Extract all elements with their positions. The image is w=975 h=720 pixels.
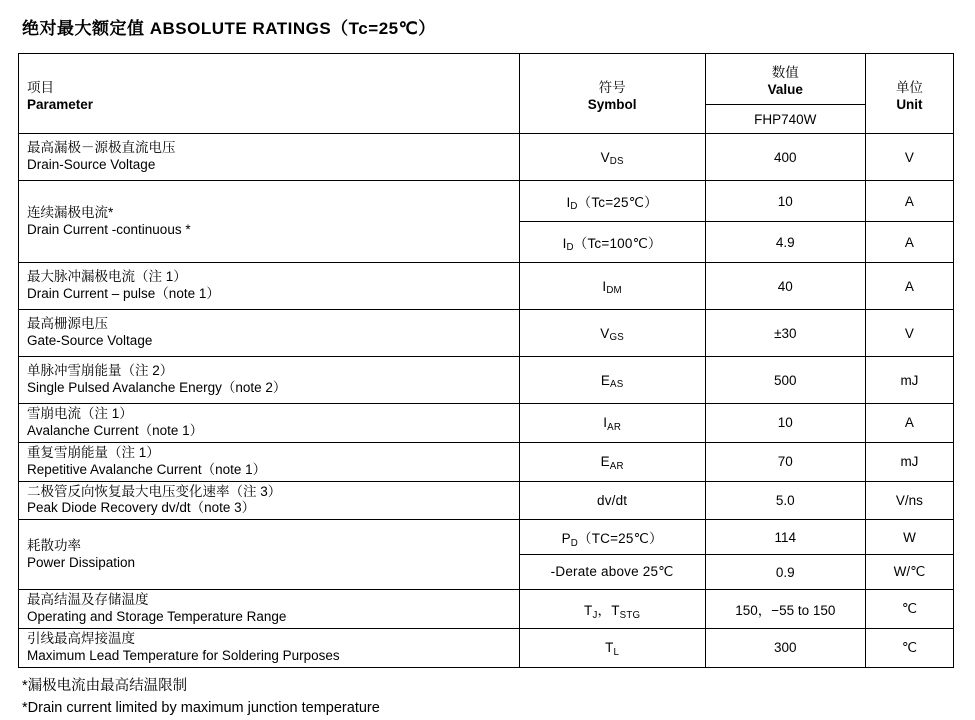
row-value: 4.9 <box>705 222 865 263</box>
row-symbol: $P_D(TC=25℃)$ <box>519 520 705 555</box>
header-value <box>705 54 865 105</box>
row-symbol: dv/dt <box>519 481 705 520</box>
row-value: 500 <box>705 357 865 404</box>
row-symbol: $I_{DM}$ <box>519 263 705 310</box>
table-row <box>19 404 954 443</box>
table-row <box>19 590 954 629</box>
header-parameter-cn: 项目 <box>27 79 54 95</box>
row-parameter <box>19 134 520 181</box>
row-parameter <box>19 181 520 263</box>
row-parameter-cn: 雪崩电流（注 1） <box>27 406 133 421</box>
row-parameter-en: Power Dissipation <box>27 554 136 570</box>
row-parameter-cn: 最高栅源电压 <box>27 316 108 332</box>
table-row <box>19 181 954 222</box>
row-value: 400 <box>705 134 865 181</box>
row-symbol: $V_{DS}$ <box>519 134 705 181</box>
row-value: 10 <box>705 181 865 222</box>
row-unit: V/ns <box>865 481 953 520</box>
header-parameter-en: Parameter <box>27 96 94 112</box>
header-symbol-cn: 符号 <box>598 79 626 95</box>
table-row <box>19 357 954 404</box>
row-parameter-en: Drain-Source Voltage <box>27 157 156 172</box>
row-symbol: $I_D(Tc=100℃)$ <box>519 222 705 263</box>
row-parameter-cn: 耗散功率 <box>27 537 81 553</box>
row-symbol: $T_L$ <box>519 629 705 668</box>
row-parameter-en: Drain Current -continuous * <box>27 221 191 237</box>
row-parameter-cn: 连续漏极电流* <box>27 204 114 220</box>
row-value: 40 <box>705 263 865 310</box>
row-symbol: $E_{AS}$ <box>519 357 705 404</box>
table-row <box>19 481 954 520</box>
row-unit: mJ <box>865 442 953 481</box>
header-value-en: Value <box>767 82 803 97</box>
row-parameter <box>19 263 520 310</box>
row-parameter <box>19 404 520 443</box>
row-parameter-en: Maximum Lead Temperature for Soldering Purposes <box>27 647 340 663</box>
row-parameter-cn: 单脉冲雪崩能量（注 2） <box>27 363 174 379</box>
row-parameter <box>19 481 520 520</box>
table-row <box>19 520 954 555</box>
row-parameter <box>19 629 520 668</box>
row-value: 5.0 <box>705 481 865 520</box>
absolute-ratings-table <box>18 53 954 668</box>
table-row <box>19 310 954 357</box>
row-unit: V <box>865 310 953 357</box>
row-parameter-cn: 引线最高焊接温度 <box>27 631 135 646</box>
header-unit <box>865 54 953 134</box>
footnote-cn: *漏极电流由最高结温限制 <box>22 677 188 694</box>
row-parameter-cn: 最大脉冲漏极电流（注 1） <box>27 269 187 285</box>
table-row <box>19 442 954 481</box>
header-parameter <box>19 54 520 134</box>
row-parameter-en: Repetitive Avalanche Current（note 1） <box>27 461 267 477</box>
row-unit: A <box>865 222 953 263</box>
row-unit: A <box>865 181 953 222</box>
footnotes <box>22 676 957 720</box>
row-symbol: -Derate above 25℃ <box>519 555 705 590</box>
row-parameter-cn: 最高漏极－源极直流电压 <box>27 140 176 156</box>
table-row <box>19 629 954 668</box>
row-unit: mJ <box>865 357 953 404</box>
row-parameter-en: Peak Diode Recovery dv/dt（note 3） <box>27 500 256 516</box>
row-value: 150，−55 to 150 <box>705 590 865 629</box>
row-value: 10 <box>705 404 865 443</box>
row-symbol: $V_{GS}$ <box>519 310 705 357</box>
footnote-en: *Drain current limited by maximum junction temperature <box>22 699 380 716</box>
header-unit-en: Unit <box>896 96 923 112</box>
row-value: 70 <box>705 442 865 481</box>
row-parameter-en: Gate-Source Voltage <box>27 333 153 348</box>
row-value: 114 <box>705 520 865 555</box>
header-value-cn: 数值 <box>771 65 799 80</box>
row-parameter-cn: 二极管反向恢复最大电压变化速率（注 3） <box>27 483 282 499</box>
row-unit: W/℃ <box>865 555 953 590</box>
row-value: 300 <box>705 629 865 668</box>
row-symbol: $E_{AR}$ <box>519 442 705 481</box>
row-parameter <box>19 590 520 629</box>
row-unit: W <box>865 520 953 555</box>
row-unit: A <box>865 263 953 310</box>
row-parameter-en: Single Pulsed Avalanche Energy（note 2） <box>27 380 287 395</box>
header-symbol <box>519 54 705 134</box>
row-symbol: $I_D(Tc=25℃)$ <box>519 181 705 222</box>
row-unit: ℃ <box>865 629 953 668</box>
row-parameter <box>19 310 520 357</box>
row-symbol: $T_J$，$T_{STG}$ <box>519 590 705 629</box>
header-unit-cn: 单位 <box>895 79 923 95</box>
page-title: 绝对最大额定值 ABSOLUTE RATINGS（Tc=25℃） <box>22 19 436 38</box>
row-parameter-cn: 最高结温及存储温度 <box>27 592 149 608</box>
row-parameter <box>19 357 520 404</box>
row-parameter-en: Drain Current – pulse（note 1） <box>27 286 220 301</box>
row-unit: ℃ <box>865 590 953 629</box>
row-parameter-en: Avalanche Current（note 1） <box>27 422 204 438</box>
table-row <box>19 134 954 181</box>
row-value: 0.9 <box>705 555 865 590</box>
row-symbol: $I_{AR}$ <box>519 404 705 443</box>
row-value: ±30 <box>705 310 865 357</box>
table-header-row <box>19 54 954 105</box>
table-row <box>19 263 954 310</box>
row-parameter-cn: 重复雪崩能量（注 1） <box>27 444 160 460</box>
row-parameter <box>19 442 520 481</box>
header-part-number: FHP740W <box>705 105 865 134</box>
header-symbol-en: Symbol <box>587 96 637 112</box>
row-unit: V <box>865 134 953 181</box>
row-parameter-en: Operating and Storage Temperature Range <box>27 609 287 625</box>
row-unit: A <box>865 404 953 443</box>
row-parameter <box>19 520 520 590</box>
